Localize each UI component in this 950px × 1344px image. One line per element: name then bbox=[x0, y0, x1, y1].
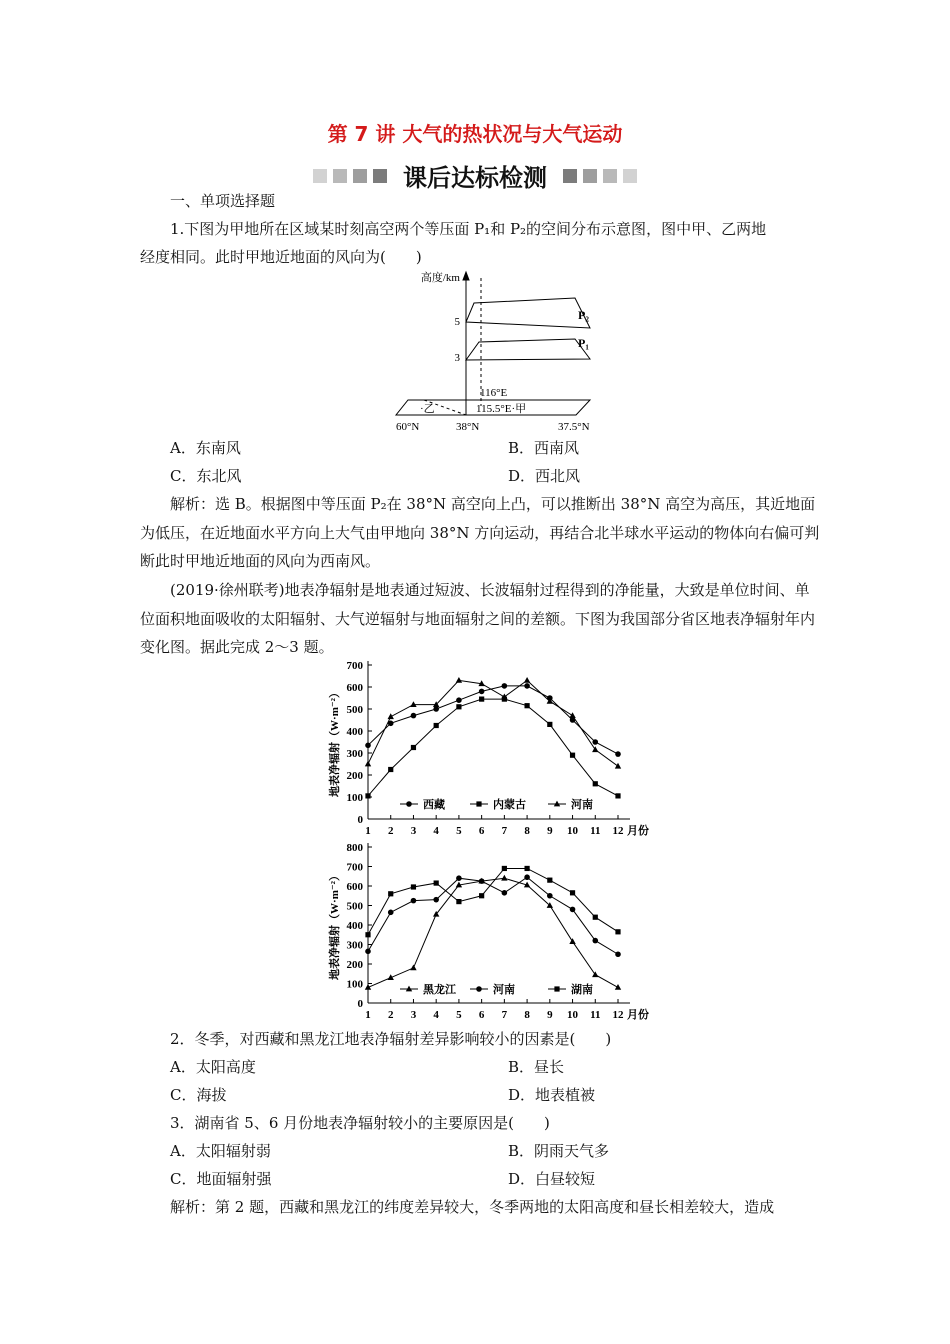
y-tick-label: 800 bbox=[346, 842, 363, 854]
p2-label: P₂ bbox=[578, 308, 589, 322]
y-tick-label: 0 bbox=[357, 814, 363, 826]
q1-stem-line1: 1.下图为甲地所在区域某时刻高空两个等压面 P₁和 P₂的空间分布示意图，图中甲、乙两地 bbox=[170, 220, 767, 238]
net-radiation-chart-1 bbox=[318, 655, 668, 840]
legend-label-西藏: 西藏 bbox=[423, 799, 445, 811]
data-point-河南 bbox=[524, 874, 530, 880]
q3-option-a[interactable]: A．太阳辐射弱 bbox=[170, 1142, 271, 1160]
tick-3: 3 bbox=[454, 352, 460, 364]
axis-arrow-icon bbox=[463, 272, 469, 280]
x-tick-label: 2 bbox=[387, 1009, 394, 1021]
data-point-湖南 bbox=[547, 878, 552, 883]
p2-surface bbox=[466, 298, 590, 328]
y-tick-label: 700 bbox=[346, 861, 363, 874]
x-tick-label: 1 bbox=[365, 1009, 371, 1021]
x-tick-label: 7 bbox=[501, 1009, 508, 1021]
q1-option-b[interactable]: B．西南风 bbox=[508, 439, 580, 457]
data-point-内蒙古 bbox=[570, 753, 575, 758]
data-point-内蒙古 bbox=[615, 793, 620, 798]
banner-square bbox=[563, 169, 577, 183]
data-point-河南 bbox=[615, 763, 621, 769]
x-tick-label: 5 bbox=[456, 1009, 462, 1021]
y-tick-label: 100 bbox=[346, 978, 363, 991]
banner-square bbox=[583, 169, 597, 183]
x-tick-label: 9 bbox=[547, 825, 553, 837]
data-point-西藏 bbox=[592, 739, 598, 745]
data-point-内蒙古 bbox=[456, 704, 461, 709]
data-point-西藏 bbox=[411, 713, 417, 719]
lat-375n-label: 37.5°N bbox=[558, 421, 590, 433]
data-point-内蒙古 bbox=[388, 767, 393, 772]
jia-label: 115.5°E·甲 bbox=[476, 403, 527, 415]
series-line-河南 bbox=[368, 877, 618, 954]
y-tick-label: 400 bbox=[346, 726, 363, 738]
data-point-湖南 bbox=[411, 884, 416, 889]
data-point-湖南 bbox=[570, 890, 575, 895]
x-tick-label: 9 bbox=[547, 1009, 553, 1021]
data-point-河南 bbox=[365, 761, 371, 767]
data-point-湖南 bbox=[434, 880, 439, 885]
data-point-湖南 bbox=[615, 929, 620, 934]
banner-square bbox=[313, 169, 327, 183]
q3-option-d[interactable]: D．白昼较短 bbox=[508, 1170, 596, 1188]
data-point-黑龙江 bbox=[410, 965, 416, 971]
series-line-西藏 bbox=[368, 686, 618, 754]
legend-marker-内蒙古 bbox=[476, 801, 481, 806]
data-point-黑龙江 bbox=[569, 938, 575, 944]
data-point-内蒙古 bbox=[524, 703, 529, 708]
data-point-西藏 bbox=[433, 706, 439, 712]
data-point-河南 bbox=[456, 677, 462, 683]
banner-title: 课后达标检测 bbox=[403, 164, 547, 192]
data-point-河南 bbox=[456, 875, 462, 881]
legend-label-河南: 河南 bbox=[571, 799, 593, 811]
q2-option-b[interactable]: B．昼长 bbox=[508, 1058, 565, 1076]
x-tick-label: 6 bbox=[478, 1009, 485, 1021]
legend-label-河南: 河南 bbox=[493, 984, 515, 996]
data-point-河南 bbox=[592, 938, 598, 944]
q2-option-c[interactable]: C．海拔 bbox=[170, 1086, 227, 1104]
p1-label: P₁ bbox=[578, 336, 589, 350]
y-tick-label: 600 bbox=[346, 682, 363, 694]
y-axis-label: 地表净辐射（W·m⁻²） bbox=[329, 687, 341, 797]
q1-stem-line2: 经度相同。此时甲地近地面的风向为( ) bbox=[140, 248, 422, 266]
lon-116e-label: 116°E bbox=[480, 387, 508, 399]
data-point-湖南 bbox=[456, 899, 461, 904]
legend-marker-湖南 bbox=[554, 986, 559, 991]
q3-option-c[interactable]: C．地面辐射强 bbox=[170, 1170, 272, 1188]
x-tick-label: 5 bbox=[456, 825, 462, 837]
q2-option-d[interactable]: D．地表植被 bbox=[508, 1086, 596, 1104]
data-point-河南 bbox=[388, 713, 394, 719]
x-tick-label: 12 bbox=[612, 1009, 624, 1021]
y-tick-label: 100 bbox=[346, 792, 363, 804]
data-point-湖南 bbox=[502, 866, 507, 871]
data-point-内蒙古 bbox=[434, 723, 439, 728]
data-point-河南 bbox=[411, 898, 417, 904]
page-title: 第 7 讲 大气的热状况与大气运动 bbox=[327, 122, 623, 146]
x-tick-label: 7 bbox=[501, 825, 508, 837]
series-line-内蒙古 bbox=[368, 699, 618, 796]
data-point-河南 bbox=[479, 878, 485, 884]
isobaric-surface-diagram bbox=[380, 268, 620, 438]
series-line-河南 bbox=[368, 680, 618, 766]
y-tick-label: 300 bbox=[346, 939, 363, 952]
material-text: (2019·徐州联考)地表净辐射是地表通过短波、长波辐射过程得到的净能量，大致是单位时间、单位面积地面吸收的太阳辐射、大气逆辐射与地面辐射之间的差额。下图为我国部分省区地表净辐射年内变化图。据此完成 2～3 题。 bbox=[140, 581, 816, 656]
x-tick-label: 12 bbox=[612, 825, 624, 837]
data-point-河南 bbox=[501, 694, 507, 700]
x-tick-label: 3 bbox=[410, 825, 417, 837]
y-tick-label: 300 bbox=[346, 748, 363, 760]
data-point-河南 bbox=[410, 701, 416, 707]
q2-q3-analysis: 解析：第 2 题，西藏和黑龙江的纬度差异较大，冬季两地的太阳高度和昼长相差较大，造成 bbox=[170, 1198, 775, 1216]
section-banner bbox=[0, 158, 950, 193]
p1-surface bbox=[466, 339, 590, 360]
data-point-内蒙古 bbox=[479, 697, 484, 702]
y-tick-label: 500 bbox=[346, 704, 363, 716]
data-point-西藏 bbox=[365, 743, 371, 749]
data-point-西藏 bbox=[524, 683, 530, 689]
y-tick-label: 0 bbox=[357, 998, 363, 1010]
x-tick-label: 4 bbox=[433, 1009, 439, 1021]
banner-square bbox=[623, 169, 637, 183]
yi-label: ·乙 bbox=[420, 403, 435, 415]
series-line-黑龙江 bbox=[368, 878, 618, 987]
legend-marker-西藏 bbox=[406, 801, 412, 807]
banner-square bbox=[333, 169, 347, 183]
q1-option-a[interactable]: A．东南风 bbox=[170, 439, 241, 457]
q2-option-a[interactable]: A．太阳高度 bbox=[170, 1058, 256, 1076]
data-point-内蒙古 bbox=[411, 745, 416, 750]
data-point-西藏 bbox=[615, 751, 621, 757]
x-tick-label: 2 bbox=[387, 825, 394, 837]
data-point-内蒙古 bbox=[593, 781, 598, 786]
x-tick-label: 8 bbox=[524, 825, 530, 837]
x-tick-label: 10 bbox=[567, 825, 579, 837]
x-tick-label: 6 bbox=[478, 825, 485, 837]
data-point-西藏 bbox=[479, 689, 485, 695]
banner-square bbox=[373, 169, 387, 183]
data-point-湖南 bbox=[593, 915, 598, 920]
y-tick-label: 200 bbox=[346, 770, 363, 782]
lat-38n-label: 38°N bbox=[456, 421, 480, 433]
x-tick-label: 3 bbox=[410, 1009, 417, 1021]
q1-analysis: 解析：选 B。根据图中等压面 P₂在 38°N 高空向上凸，可以推断出 38°N 高空为高压，其近地面为低压，在近地面水平方向上大气由甲地向 38°N 方向运动，再结合北半球水平运动的物体向右偏可判断此时甲地近地面的风向为西南风。 bbox=[140, 495, 820, 570]
legend-label-湖南: 湖南 bbox=[571, 984, 593, 996]
y-tick-label: 600 bbox=[346, 881, 363, 893]
q2-stem: 2．冬季，对西藏和黑龙江地表净辐射差异影响较小的因素是( ) bbox=[170, 1030, 612, 1048]
data-point-河南 bbox=[569, 712, 575, 718]
x-tick-label: 4 bbox=[433, 825, 439, 837]
x-tick-label: 11 bbox=[590, 1009, 601, 1021]
legend-label-黑龙江: 黑龙江 bbox=[423, 984, 456, 996]
height-axis-label: 高度/km bbox=[420, 272, 460, 284]
legend-marker-河南 bbox=[476, 986, 482, 992]
y-tick-label: 500 bbox=[346, 900, 363, 913]
net-radiation-chart-2 bbox=[318, 842, 668, 1024]
data-point-河南 bbox=[388, 910, 394, 916]
data-point-河南 bbox=[502, 890, 508, 896]
tick-5: 5 bbox=[454, 316, 460, 328]
data-point-黑龙江 bbox=[501, 875, 507, 881]
y-tick-label: 700 bbox=[346, 660, 363, 672]
section-heading: 一、单项选择题 bbox=[170, 192, 276, 210]
q1-option-d[interactable]: D．西北风 bbox=[508, 467, 581, 485]
data-point-河南 bbox=[547, 893, 553, 899]
series-line-湖南 bbox=[368, 868, 618, 934]
y-axis-label: 地表净辐射（W·m⁻²） bbox=[329, 870, 341, 980]
banner-square bbox=[603, 169, 617, 183]
x-axis-label: 月份 bbox=[627, 1009, 649, 1021]
data-point-湖南 bbox=[524, 866, 529, 871]
x-axis-label: 月份 bbox=[627, 825, 649, 837]
q1-option-c[interactable]: C．东北风 bbox=[170, 467, 242, 485]
x-tick-label: 8 bbox=[524, 1009, 530, 1021]
y-tick-label: 400 bbox=[346, 920, 363, 932]
x-tick-label: 1 bbox=[365, 825, 371, 837]
x-tick-label: 10 bbox=[567, 1009, 579, 1021]
data-point-河南 bbox=[433, 897, 439, 903]
data-point-内蒙古 bbox=[547, 722, 552, 727]
data-point-湖南 bbox=[365, 932, 370, 937]
data-point-黑龙江 bbox=[615, 984, 621, 990]
q3-stem: 3．湖南省 5、6 月份地表净辐射较小的主要原因是( ) bbox=[170, 1114, 550, 1132]
data-point-河南 bbox=[615, 951, 621, 957]
banner-square bbox=[353, 169, 367, 183]
legend-label-内蒙古: 内蒙古 bbox=[493, 799, 526, 811]
data-point-河南 bbox=[365, 949, 371, 955]
x-tick-label: 11 bbox=[590, 825, 601, 837]
q3-option-b[interactable]: B．阴雨天气多 bbox=[508, 1142, 610, 1160]
lat-60n-label: 60°N bbox=[396, 421, 420, 433]
data-point-西藏 bbox=[456, 697, 462, 703]
data-point-内蒙古 bbox=[365, 793, 370, 798]
data-point-湖南 bbox=[388, 891, 393, 896]
data-point-湖南 bbox=[479, 893, 484, 898]
y-tick-label: 200 bbox=[346, 959, 363, 971]
data-point-河南 bbox=[524, 677, 530, 683]
data-point-河南 bbox=[570, 907, 576, 913]
data-point-西藏 bbox=[502, 683, 508, 689]
